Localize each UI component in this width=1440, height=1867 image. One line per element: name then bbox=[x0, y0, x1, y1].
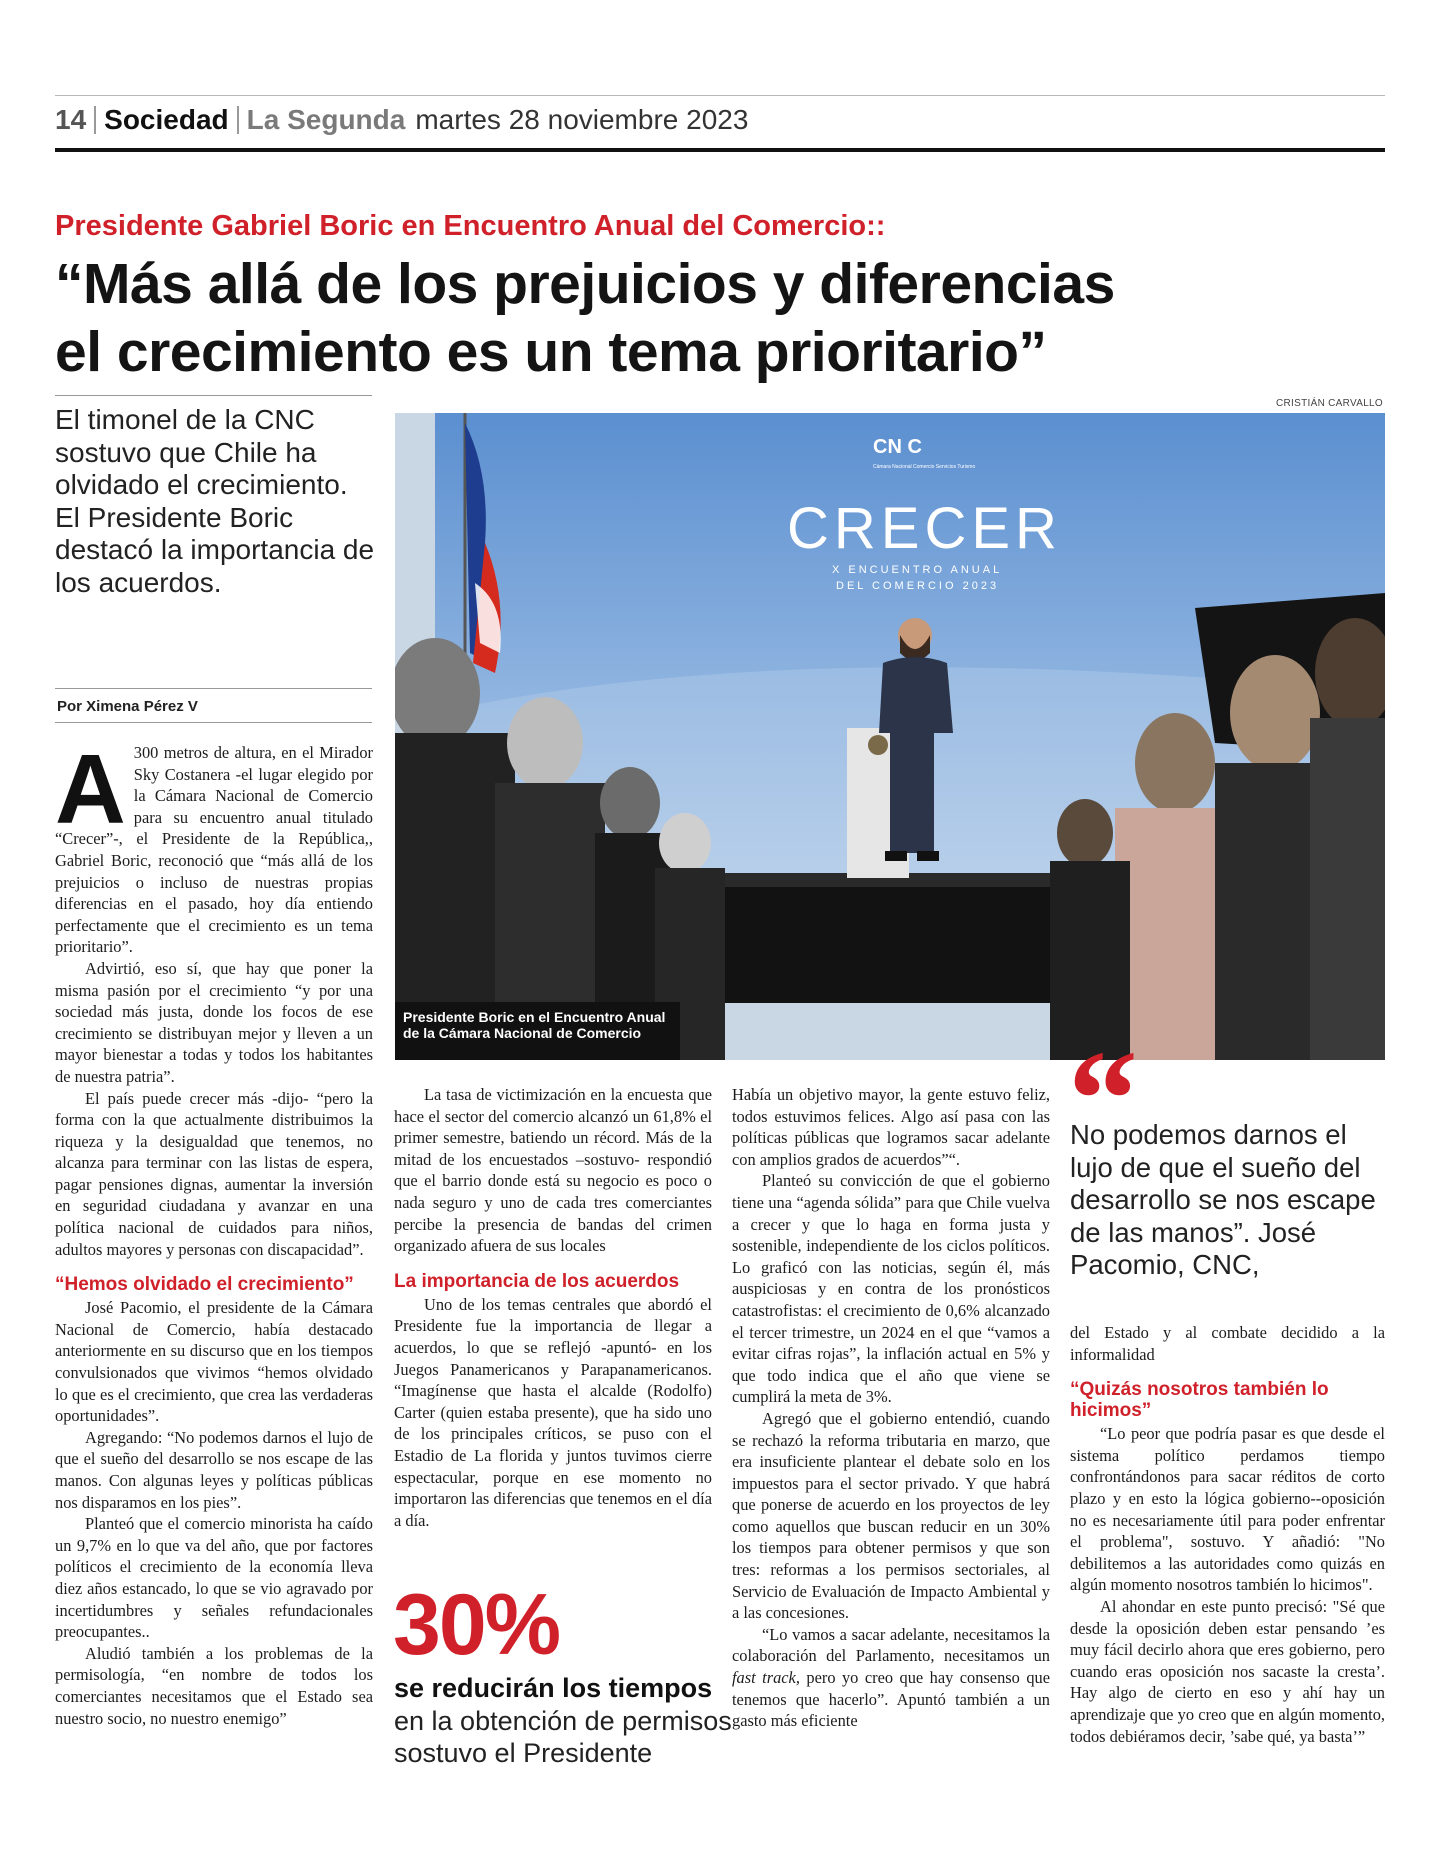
article-lead: El timonel de la CNC sostuvo que Chile ha olvidado el crecimiento. El Presidente Boric destacó la importancia de los acuerdos. bbox=[55, 404, 375, 598]
article-byline: Por Ximena Pérez V bbox=[57, 698, 198, 715]
stat-number: 30% bbox=[393, 1577, 560, 1673]
quote-mark-icon: “ bbox=[1068, 1022, 1138, 1177]
drop-cap: A bbox=[55, 734, 126, 844]
paragraph: Agregó que el gobierno entendió, cuando se rechazó la reforma tributaria en marzo, que era insuficiente plantear el debate solo en los impuestos para el sector privado. Y que habrá que ponerse de acuerdo en los proyectos de ley como aquellos que buscan reducir en un 30% los tiempos para obtener permisos y que son tres: reformas a los permisos sectoriales, al Servicio de Evaluación de Impacto Ambiental y a las concesiones. bbox=[732, 1408, 1050, 1623]
paragraph: Uno de los temas centrales que abordó el Presidente fue la importancia de llegar a acuerdos, lo que se reflejó -apuntó- en los Juegos Panamericanos y Parapanamericanos. “Imagínense que hasta el alcalde (Rodolfo) Carter (quien estaba presente), que ha sido uno de los principales críticos, se puso con el Estadio de La florida y juntos tuvimos cierre espectacular, porque en ese momento no importaron las diferencias que tenemos en el día a día. bbox=[394, 1294, 712, 1530]
article-headline bbox=[55, 250, 1385, 386]
pull-quote: No podemos darnos el lujo de que el sueño del desarrollo se nos escape de las manos”. José Pacomio, CNC, bbox=[1070, 1119, 1376, 1280]
svg-text:DEL COMERCIO 2023: DEL COMERCIO 2023 bbox=[836, 580, 1000, 592]
headline-line-2: el crecimiento es un tema prioritario” bbox=[55, 320, 1047, 384]
photo-caption: Presidente Boric en el Encuentro Anual de la Cámara Nacional de Comercio bbox=[395, 1002, 680, 1060]
article-column-3 bbox=[732, 1084, 1050, 1732]
newspaper-name: La Segunda bbox=[246, 104, 406, 135]
paragraph: “Lo vamos a sacar adelante, necesitamos la colaboración del Parlamento, necesitamos un fast track, pero yo creo que hay consenso que tenemos que hacerlo”. Apuntó también a un gasto más eficiente bbox=[732, 1624, 1050, 1731]
paragraph: José Pacomio, el presidente de la Cámara Nacional de Comercio, había destacado anteriormente en su discurso que en los tiempos convulsionados que vivimos “hemos olvidado lo que es el crecimiento, que crea las verdaderas oportunidades”. bbox=[55, 1298, 373, 1426]
byline-rule bbox=[55, 722, 372, 723]
stat-description: se reducirán los tiempos en la obtención de permisos sostuvo el Presidente bbox=[394, 1673, 732, 1768]
paragraph: Aludió también a los problemas de la permisología, “en nombre de todos los comerciantes necesitamos que el Estado sea nuestro socio, no nuestro enemigo” bbox=[55, 1643, 373, 1728]
svg-text:Cámara Nacional Comercio Servi: Cámara Nacional Comercio Servicios Turismo bbox=[873, 464, 976, 470]
event-photo-illustration bbox=[395, 413, 1385, 1060]
paragraph: La tasa de victimización en la encuesta que hace el sector del comercio alcanzó un 61,8% el primer semestre, batiendo un récord. Más de la mitad de los encuestados –sostuvo- respondió que el barrio donde está su negocio es poco o nada seguro y uno de cada tres comerciantes percibe la presencia de bandas del crimen organizado afuera de sus locales bbox=[394, 1085, 712, 1256]
top-rule bbox=[55, 95, 1385, 96]
issue-date: martes 28 noviembre 2023 bbox=[415, 104, 749, 135]
paragraph: “Lo peor que podría pasar es que desde el sistema político perdamos tiempo confrontándonos para sacar réditos de corto plazo y en esto la lógica gobierno--oposición no es necesariamente útil para poder enfrentar el problema", sostuvo. Y añadió: "No debilitemos a las autoridades como quizás en algún momento nosotros también lo hicimos". bbox=[1070, 1424, 1385, 1595]
paragraph: del Estado y al combate decidido a la informalidad bbox=[1070, 1323, 1385, 1364]
subheading: “Quizás nosotros también lo hicimos” bbox=[1070, 1379, 1329, 1422]
paragraph: Advirtió, eso sí, que hay que poner la misma pasión por el crecimiento “y por una sociedad más justa, donde los focos de ese crecimiento se distribuyan mejor y lleven a un mayor bienestar a todas y todos los habitantes de nuestra patria”. bbox=[55, 958, 373, 1086]
paragraph: Había un objetivo mayor, la gente estuvo feliz, todos estuvimos felices. Algo así pasa con las políticas públicas que logramos sacar adelante con amplios grados de acuerdos”“. bbox=[732, 1085, 1050, 1169]
paragraph: Agregando: “No podemos darnos el lujo de que el sueño del desarrollo se nos escape de las manos. Con algunas leyes y políticas públicas nos disparamos en los pies”. bbox=[55, 1427, 373, 1512]
section-name: Sociedad bbox=[104, 104, 229, 135]
header-rule bbox=[55, 148, 1385, 152]
photo-credit: CRISTIÁN CARVALLO bbox=[1276, 398, 1383, 409]
page-header bbox=[55, 100, 748, 140]
cnc-logo: CN C bbox=[873, 436, 922, 458]
paragraph: Planteó que el comercio minorista ha caído un 9,7% en lo que va del año, que por factores políticos el crecimiento de la economía lleva diez años estancado, lo que se vio agravado por incertidumbres y señales refundacionales preocupantes.. bbox=[55, 1514, 373, 1642]
header-separator bbox=[94, 106, 96, 134]
paragraph: A 300 metros de altura, en el Mirador Sky Costanera -el lugar elegido por la Cámara Nacional de Comercio para su encuentro anual titulado “Crecer”-, el Presidente de la República,, Gabriel Boric, reconoció que “más allá de los prejuicios o incluso de nuestras propias diferencias en el pasado, hoy día entiendo perfectamente que el crecimiento es un tema prioritario”. bbox=[55, 734, 373, 957]
article-column-1 bbox=[55, 734, 373, 1729]
article-column-2 bbox=[394, 1084, 712, 1531]
subheading: “Hemos olvidado el crecimiento” bbox=[55, 1274, 354, 1296]
article-kicker: Presidente Gabriel Boric en Encuentro Anual del Comercio:: bbox=[55, 210, 886, 242]
article-photo bbox=[395, 413, 1385, 1060]
svg-text:X ENCUENTRO ANUAL: X ENCUENTRO ANUAL bbox=[832, 564, 1003, 576]
paragraph: Planteó su convicción de que el gobierno tiene una “agenda sólida” para que Chile vuelva a crecer y que lo haga en forma justa y sostenible, independiente de los ciclos políticos. Lo graficó con las noticias, según él, más auspiciosas y en contra de los pronósticos catastrofistas: el crecimiento de 0,6% alcanzado el tercer trimestre, un 2024 en el que “vamos a evitar cifras rojas”, la inflación actual en 5% y que todo indica que el año que viene se cumplirá la meta de 3%. bbox=[732, 1171, 1050, 1407]
paragraph: El país puede crecer más -dijo- “pero la forma con la que actualmente distribuimos la riqueza y la desigualdad que tenemos, no alcanza para terminar con las listas de espera, pagar pensiones dignas, aumentar la inversión en seguridad ciudadana y avanzar en una política nacional de cuidados para niños, adultos mayores y personas con discapacidad”. bbox=[55, 1088, 373, 1259]
subheading: La importancia de los acuerdos bbox=[394, 1270, 680, 1292]
byline-rule bbox=[55, 688, 372, 689]
screen-title: CRECER bbox=[787, 496, 1062, 561]
article-column-4 bbox=[1070, 1322, 1385, 1747]
page-number: 14 bbox=[55, 104, 87, 135]
header-separator bbox=[237, 106, 239, 134]
paragraph: Al ahondar en este punto precisó: "Sé que desde la oposición deben estar pensando ’es muy fácil decirlo ahora que eres gobierno, pero cuando eras oposición nos sacaste la cresta’. Hay algo de cierto en eso y ahí hay un aprendizaje que yo creo que en algún momento, todos debiéramos decir, ’sabe qué, ya basta’” bbox=[1070, 1596, 1385, 1746]
lead-rule bbox=[55, 395, 372, 396]
headline-line-1: “Más allá de los prejuicios y diferencias bbox=[55, 252, 1115, 316]
